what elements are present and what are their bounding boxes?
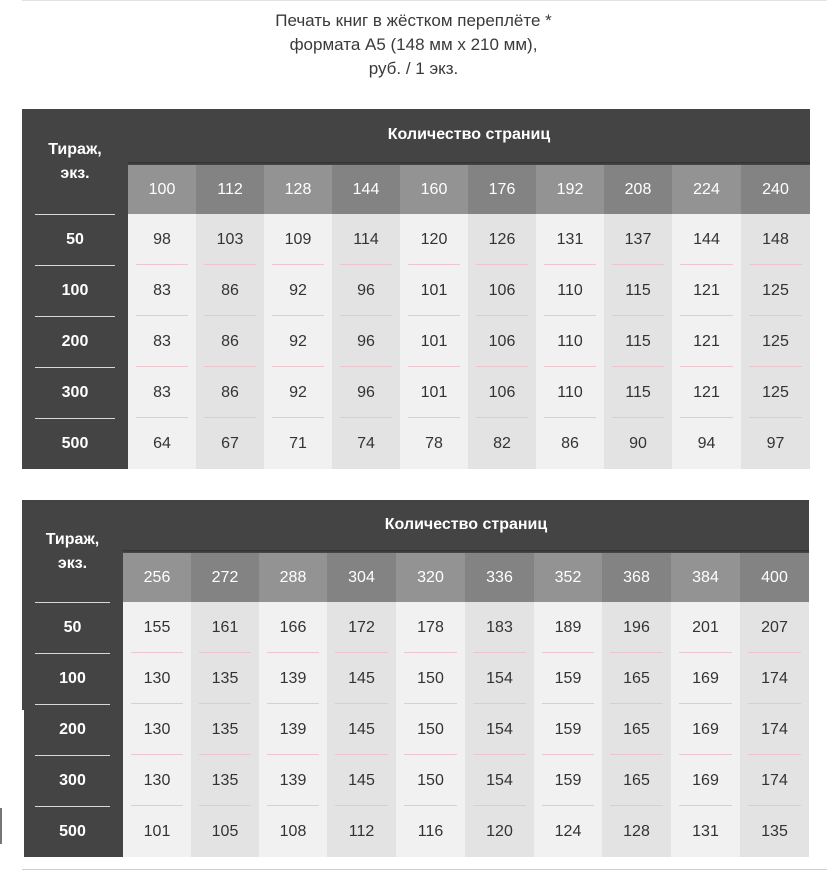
price-cell: 98 xyxy=(128,214,196,265)
price-cell: 101 xyxy=(400,316,468,367)
price-cell: 165 xyxy=(602,755,671,806)
circulation-label: 100 xyxy=(22,265,128,316)
circulation-label: 200 xyxy=(22,316,128,367)
price-cell: 145 xyxy=(327,755,396,806)
page-count-cell: 272 xyxy=(191,553,259,602)
circulation-header xyxy=(22,138,128,186)
price-cell: 86 xyxy=(196,265,264,316)
price-cell: 174 xyxy=(740,653,809,704)
price-cell: 101 xyxy=(143,822,171,840)
price-cell: 150 xyxy=(396,755,465,806)
price-cell: 92 xyxy=(264,265,332,316)
price-cell: 106 xyxy=(468,265,536,316)
price-cell: 121 xyxy=(672,367,741,418)
price-cell: 150 xyxy=(396,653,465,704)
price-cell: 135 xyxy=(191,755,259,806)
price-column xyxy=(536,214,604,469)
page-count-cell: 112 xyxy=(196,165,264,214)
circulation-labels xyxy=(22,214,128,469)
price-cell: 207 xyxy=(740,602,809,653)
pages-header: Количество страниц xyxy=(387,126,551,143)
price-cell: 130 xyxy=(123,755,191,806)
circulation-label: 500 xyxy=(22,418,128,469)
page-count-cell: 176 xyxy=(468,165,536,214)
price-cell: 135 xyxy=(191,653,259,704)
price-cell: 125 xyxy=(741,316,810,367)
price-cell: 74 xyxy=(357,434,375,452)
page-count-cell: 128 xyxy=(264,165,332,214)
price-cell: 128 xyxy=(623,822,650,840)
price-cell: 116 xyxy=(417,822,444,840)
top-divider xyxy=(22,0,827,1)
price-cell: 125 xyxy=(741,367,810,418)
price-cell: 71 xyxy=(289,434,307,452)
price-cell: 106 xyxy=(468,316,536,367)
page-count-cell: 160 xyxy=(400,165,468,214)
price-cell: 154 xyxy=(465,653,534,704)
price-cell: 115 xyxy=(604,367,672,418)
price-column xyxy=(264,214,332,469)
price-cell: 124 xyxy=(554,822,582,840)
price-column xyxy=(468,214,536,469)
price-cell: 145 xyxy=(327,653,396,704)
circulation-header-line2: экз. xyxy=(60,165,90,182)
price-cell: 137 xyxy=(604,214,672,265)
price-cell: 120 xyxy=(486,822,513,840)
left-edge-mark xyxy=(0,808,2,844)
price-cell: 139 xyxy=(259,704,327,755)
price-cell: 139 xyxy=(259,653,327,704)
price-cell: 120 xyxy=(400,214,468,265)
price-cell: 145 xyxy=(327,704,396,755)
price-cell: 115 xyxy=(604,265,672,316)
price-cell: 154 xyxy=(465,704,534,755)
circulation-header xyxy=(22,528,123,576)
price-cell: 150 xyxy=(396,704,465,755)
price-cell: 83 xyxy=(128,265,196,316)
price-cell: 105 xyxy=(211,822,239,840)
bottom-divider xyxy=(22,869,827,870)
price-cell: 83 xyxy=(128,316,196,367)
price-column xyxy=(196,214,264,469)
price-cell: 174 xyxy=(740,704,809,755)
price-grid xyxy=(128,214,810,469)
price-cell: 131 xyxy=(692,822,719,840)
price-cell: 172 xyxy=(327,602,396,653)
price-column xyxy=(741,214,810,469)
price-cell: 97 xyxy=(766,434,785,452)
price-cell: 165 xyxy=(602,653,671,704)
price-cell: 166 xyxy=(259,602,327,653)
price-cell: 130 xyxy=(123,704,191,755)
price-cell: 78 xyxy=(425,434,443,452)
title-line-1: Печать книг в жёстком переплёте * xyxy=(275,11,552,30)
price-table-1 xyxy=(22,109,810,469)
price-column xyxy=(534,602,602,857)
price-column xyxy=(128,214,196,469)
price-cell: 174 xyxy=(740,755,809,806)
price-cell: 196 xyxy=(602,602,671,653)
price-column xyxy=(740,602,809,857)
price-cell: 155 xyxy=(123,602,191,653)
price-cell: 131 xyxy=(536,214,604,265)
circulation-header-line1: Тираж, xyxy=(45,531,100,548)
price-cell: 110 xyxy=(536,316,604,367)
price-cell: 121 xyxy=(672,316,741,367)
page-count-cell: 288 xyxy=(259,553,327,602)
price-column xyxy=(465,602,534,857)
page-count-cell: 384 xyxy=(671,553,740,602)
price-cell: 148 xyxy=(741,214,810,265)
price-cell: 189 xyxy=(534,602,602,653)
page-count-cell: 192 xyxy=(536,165,604,214)
page-count-cell: 208 xyxy=(604,165,672,214)
price-cell: 108 xyxy=(279,822,307,840)
circulation-label: 500 xyxy=(22,806,123,857)
circulation-label: 200 xyxy=(22,704,123,755)
page-count-row xyxy=(128,165,810,214)
circulation-label: 300 xyxy=(22,755,123,806)
page-count-cell: 224 xyxy=(672,165,741,214)
circulation-label: 50 xyxy=(22,602,123,653)
price-column xyxy=(123,602,191,857)
price-cell: 114 xyxy=(332,214,400,265)
price-cell: 154 xyxy=(465,755,534,806)
price-cell: 183 xyxy=(465,602,534,653)
price-cell: 101 xyxy=(400,265,468,316)
price-column xyxy=(396,602,465,857)
price-cell: 169 xyxy=(671,704,740,755)
price-cell: 144 xyxy=(672,214,741,265)
price-cell: 135 xyxy=(191,704,259,755)
price-cell: 106 xyxy=(468,367,536,418)
price-cell: 64 xyxy=(153,434,171,452)
title-line-3: руб. / 1 экз. xyxy=(368,59,459,78)
price-cell: 161 xyxy=(191,602,259,653)
title-line-2: формата А5 (148 мм х 210 мм), xyxy=(289,35,538,54)
circulation-label: 50 xyxy=(22,214,128,265)
price-cell: 130 xyxy=(123,653,191,704)
page-count-cell: 352 xyxy=(534,553,602,602)
page-count-cell: 240 xyxy=(741,165,810,214)
price-cell: 110 xyxy=(536,265,604,316)
price-cell: 159 xyxy=(534,653,602,704)
price-cell: 169 xyxy=(671,755,740,806)
price-column xyxy=(671,602,740,857)
price-cell: 159 xyxy=(534,704,602,755)
price-cell: 125 xyxy=(741,265,810,316)
circulation-header-line2: экз. xyxy=(57,555,88,572)
price-cell: 101 xyxy=(400,367,468,418)
price-cell: 90 xyxy=(629,434,647,452)
circulation-label: 100 xyxy=(22,653,123,704)
price-cell: 126 xyxy=(468,214,536,265)
page-count-cell: 320 xyxy=(396,553,465,602)
price-cell: 110 xyxy=(536,367,604,418)
price-cell: 94 xyxy=(697,434,716,452)
price-cell: 135 xyxy=(761,822,788,840)
page-title xyxy=(0,9,827,81)
price-cell: 82 xyxy=(493,434,511,452)
circulation-labels xyxy=(22,602,123,857)
price-cell: 169 xyxy=(671,653,740,704)
price-cell: 165 xyxy=(602,704,671,755)
price-table-2 xyxy=(22,500,809,857)
price-column xyxy=(604,214,672,469)
price-column xyxy=(602,602,671,857)
price-cell: 92 xyxy=(264,367,332,418)
price-column xyxy=(259,602,327,857)
price-cell: 92 xyxy=(264,316,332,367)
price-cell: 178 xyxy=(396,602,465,653)
page-count-cell: 400 xyxy=(740,553,809,602)
price-column xyxy=(332,214,400,469)
price-cell: 103 xyxy=(196,214,264,265)
circulation-label: 300 xyxy=(22,367,128,418)
page-count-cell: 256 xyxy=(123,553,191,602)
price-cell: 159 xyxy=(534,755,602,806)
page-count-cell: 100 xyxy=(128,165,196,214)
price-column xyxy=(400,214,468,469)
price-cell: 115 xyxy=(604,316,672,367)
price-grid xyxy=(123,602,809,857)
page-count-cell: 368 xyxy=(602,553,671,602)
price-cell: 109 xyxy=(264,214,332,265)
price-cell: 112 xyxy=(348,822,375,840)
price-column xyxy=(327,602,396,857)
price-cell: 96 xyxy=(332,316,400,367)
circulation-header-line1: Тираж, xyxy=(48,141,102,158)
price-cell: 83 xyxy=(128,367,196,418)
price-cell: 67 xyxy=(221,434,239,452)
page-count-cell: 304 xyxy=(327,553,396,602)
page-count-cell: 336 xyxy=(465,553,534,602)
price-cell: 121 xyxy=(672,265,741,316)
price-cell: 86 xyxy=(196,316,264,367)
page-count-row xyxy=(123,553,809,602)
price-cell: 201 xyxy=(671,602,740,653)
price-cell: 139 xyxy=(259,755,327,806)
page-count-cell: 144 xyxy=(332,165,400,214)
price-column xyxy=(672,214,741,469)
pages-header: Количество страниц xyxy=(384,516,548,533)
price-cell: 96 xyxy=(332,367,400,418)
price-cell: 86 xyxy=(196,367,264,418)
price-column xyxy=(191,602,259,857)
price-cell: 86 xyxy=(561,434,579,452)
price-cell: 96 xyxy=(332,265,400,316)
